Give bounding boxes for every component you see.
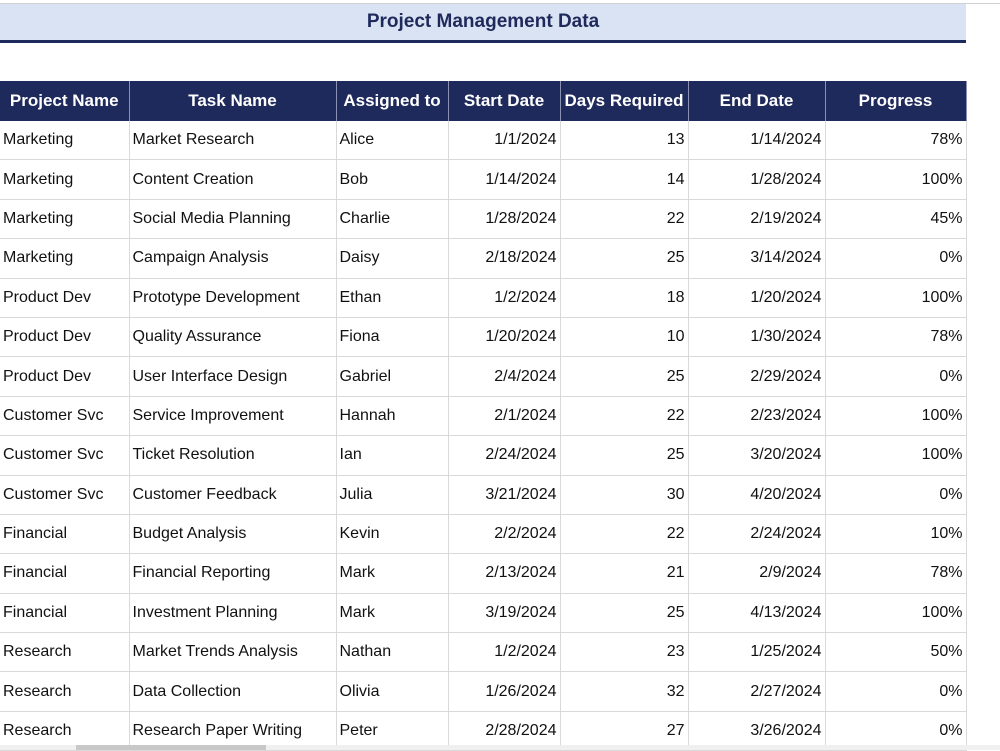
cell-progress[interactable]: 0% xyxy=(825,239,966,278)
cell-task-name[interactable]: Financial Reporting xyxy=(129,554,336,593)
table-row xyxy=(0,672,966,711)
cell-progress[interactable]: 0% xyxy=(825,357,966,396)
sheet-title: Project Management Data xyxy=(366,11,600,32)
cell-assigned-to[interactable]: Alice xyxy=(336,121,448,160)
cell-end-date[interactable]: 1/20/2024 xyxy=(688,278,825,317)
cell-start-date[interactable]: 1/28/2024 xyxy=(448,199,560,238)
col-header-task-name[interactable]: Task Name xyxy=(129,81,336,121)
cell-progress[interactable]: 0% xyxy=(825,711,966,750)
cell-task-name[interactable]: Prototype Development xyxy=(129,278,336,317)
cell-progress[interactable]: 100% xyxy=(825,160,966,199)
cell-task-name[interactable]: Investment Planning xyxy=(129,593,336,632)
cell-assigned-to[interactable]: Olivia xyxy=(336,672,448,711)
cell-progress[interactable]: 45% xyxy=(825,199,966,238)
cell-start-date[interactable]: 2/4/2024 xyxy=(448,357,560,396)
table-row xyxy=(0,317,966,356)
cell-days-required[interactable]: 10 xyxy=(560,317,688,356)
cell-start-date[interactable]: 3/19/2024 xyxy=(448,593,560,632)
cell-progress[interactable]: 50% xyxy=(825,633,966,672)
cell-start-date[interactable]: 1/26/2024 xyxy=(448,672,560,711)
data-table xyxy=(0,81,967,751)
cell-task-name[interactable]: Campaign Analysis xyxy=(129,239,336,278)
cell-assigned-to[interactable]: Ethan xyxy=(336,278,448,317)
cell-progress[interactable]: 10% xyxy=(825,514,966,553)
cell-days-required[interactable]: 27 xyxy=(560,711,688,750)
cell-days-required[interactable]: 18 xyxy=(560,278,688,317)
cell-end-date[interactable]: 2/29/2024 xyxy=(688,357,825,396)
cell-days-required[interactable]: 14 xyxy=(560,160,688,199)
cell-days-required[interactable]: 22 xyxy=(560,396,688,435)
cell-project-name[interactable]: Customer Svc xyxy=(0,475,129,514)
cell-start-date[interactable]: 2/1/2024 xyxy=(448,396,560,435)
cell-task-name[interactable]: Data Collection xyxy=(129,672,336,711)
cell-project-name[interactable]: Product Dev xyxy=(0,317,129,356)
cell-end-date[interactable]: 2/19/2024 xyxy=(688,199,825,238)
cell-end-date[interactable]: 2/27/2024 xyxy=(688,672,825,711)
cell-task-name[interactable]: Customer Feedback xyxy=(129,475,336,514)
cell-assigned-to[interactable]: Bob xyxy=(336,160,448,199)
cell-start-date[interactable]: 1/14/2024 xyxy=(448,160,560,199)
cell-project-name[interactable]: Research xyxy=(0,711,129,750)
table-row xyxy=(0,357,966,396)
cell-project-name[interactable]: Marketing xyxy=(0,239,129,278)
table-row xyxy=(0,396,966,435)
cell-start-date[interactable]: 2/28/2024 xyxy=(448,711,560,750)
title-cell[interactable] xyxy=(0,4,966,43)
cell-start-date[interactable]: 2/18/2024 xyxy=(448,239,560,278)
cell-project-name[interactable]: Customer Svc xyxy=(0,436,129,475)
cell-project-name[interactable]: Customer Svc xyxy=(0,396,129,435)
table-row xyxy=(0,121,966,160)
cell-project-name[interactable]: Research xyxy=(0,633,129,672)
cell-end-date[interactable]: 3/26/2024 xyxy=(688,711,825,750)
cell-task-name[interactable]: Market Research xyxy=(129,121,336,160)
cell-start-date[interactable]: 1/20/2024 xyxy=(448,317,560,356)
cell-end-date[interactable]: 2/23/2024 xyxy=(688,396,825,435)
cell-assigned-to[interactable]: Ian xyxy=(336,436,448,475)
table-row xyxy=(0,436,966,475)
cell-days-required[interactable]: 30 xyxy=(560,475,688,514)
cell-project-name[interactable]: Marketing xyxy=(0,199,129,238)
cell-progress[interactable]: 100% xyxy=(825,396,966,435)
cell-task-name[interactable]: Quality Assurance xyxy=(129,317,336,356)
scrollbar-thumb[interactable] xyxy=(76,745,266,750)
cell-days-required[interactable]: 25 xyxy=(560,239,688,278)
cell-assigned-to[interactable]: Peter xyxy=(336,711,448,750)
cell-task-name[interactable]: Budget Analysis xyxy=(129,514,336,553)
cell-days-required[interactable]: 13 xyxy=(560,121,688,160)
cell-task-name[interactable]: User Interface Design xyxy=(129,357,336,396)
cell-task-name[interactable]: Research Paper Writing xyxy=(129,711,336,750)
cell-progress[interactable]: 78% xyxy=(825,317,966,356)
table-row xyxy=(0,278,966,317)
cell-days-required[interactable]: 25 xyxy=(560,436,688,475)
cell-project-name[interactable]: Marketing xyxy=(0,160,129,199)
cell-days-required[interactable]: 32 xyxy=(560,672,688,711)
cell-progress[interactable]: 78% xyxy=(825,554,966,593)
col-header-days-required[interactable]: Days Required xyxy=(560,81,688,121)
table-row xyxy=(0,160,966,199)
cell-end-date[interactable]: 2/24/2024 xyxy=(688,514,825,553)
col-header-start-date[interactable]: Start Date xyxy=(448,81,560,121)
cell-assigned-to[interactable]: Mark xyxy=(336,554,448,593)
cell-task-name[interactable]: Content Creation xyxy=(129,160,336,199)
table-row xyxy=(0,475,966,514)
cell-assigned-to[interactable]: Kevin xyxy=(336,514,448,553)
cell-days-required[interactable]: 22 xyxy=(560,514,688,553)
cell-start-date[interactable]: 2/24/2024 xyxy=(448,436,560,475)
table-row xyxy=(0,199,966,238)
cell-end-date[interactable]: 1/30/2024 xyxy=(688,317,825,356)
cell-assigned-to[interactable]: Fiona xyxy=(336,317,448,356)
cell-start-date[interactable]: 1/2/2024 xyxy=(448,278,560,317)
cell-start-date[interactable]: 2/13/2024 xyxy=(448,554,560,593)
cell-project-name[interactable]: Financial xyxy=(0,593,129,632)
cell-days-required[interactable]: 23 xyxy=(560,633,688,672)
table-row xyxy=(0,554,966,593)
cell-assigned-to[interactable]: Julia xyxy=(336,475,448,514)
cell-days-required[interactable]: 25 xyxy=(560,593,688,632)
cell-start-date[interactable]: 1/2/2024 xyxy=(448,633,560,672)
cell-task-name[interactable]: Market Trends Analysis xyxy=(129,633,336,672)
col-header-assigned-to[interactable]: Assigned to xyxy=(336,81,448,121)
table-body xyxy=(0,121,966,751)
cell-task-name[interactable]: Ticket Resolution xyxy=(129,436,336,475)
cell-end-date[interactable]: 1/25/2024 xyxy=(688,633,825,672)
cell-task-name[interactable]: Service Improvement xyxy=(129,396,336,435)
cell-start-date[interactable]: 2/2/2024 xyxy=(448,514,560,553)
cell-end-date[interactable]: 4/13/2024 xyxy=(688,593,825,632)
cell-project-name[interactable]: Financial xyxy=(0,514,129,553)
cell-assigned-to[interactable]: Mark xyxy=(336,593,448,632)
cell-assigned-to[interactable]: Gabriel xyxy=(336,357,448,396)
cell-assigned-to[interactable]: Nathan xyxy=(336,633,448,672)
cell-project-name[interactable]: Financial xyxy=(0,554,129,593)
col-header-project-name[interactable]: Project Name xyxy=(0,81,129,121)
cell-project-name[interactable]: Research xyxy=(0,672,129,711)
cell-end-date[interactable]: 3/14/2024 xyxy=(688,239,825,278)
cell-end-date[interactable]: 2/9/2024 xyxy=(688,554,825,593)
cell-days-required[interactable]: 22 xyxy=(560,199,688,238)
cell-progress[interactable]: 78% xyxy=(825,121,966,160)
cell-progress[interactable]: 0% xyxy=(825,672,966,711)
table-row xyxy=(0,514,966,553)
cell-progress[interactable]: 100% xyxy=(825,593,966,632)
cell-project-name[interactable]: Product Dev xyxy=(0,357,129,396)
cell-end-date[interactable]: 1/28/2024 xyxy=(688,160,825,199)
cell-end-date[interactable]: 1/14/2024 xyxy=(688,121,825,160)
cell-days-required[interactable]: 25 xyxy=(560,357,688,396)
cell-progress[interactable]: 100% xyxy=(825,278,966,317)
header-row xyxy=(0,81,966,121)
table-row xyxy=(0,593,966,632)
cell-progress[interactable]: 0% xyxy=(825,475,966,514)
horizontal-scrollbar[interactable] xyxy=(0,745,1000,750)
cell-end-date[interactable]: 3/20/2024 xyxy=(688,436,825,475)
col-header-progress[interactable]: Progress xyxy=(825,81,966,121)
table-row xyxy=(0,239,966,278)
col-header-end-date[interactable]: End Date xyxy=(688,81,825,121)
cell-start-date[interactable]: 3/21/2024 xyxy=(448,475,560,514)
cell-project-name[interactable]: Product Dev xyxy=(0,278,129,317)
cell-days-required[interactable]: 21 xyxy=(560,554,688,593)
cell-assigned-to[interactable]: Charlie xyxy=(336,199,448,238)
table-row xyxy=(0,633,966,672)
cell-task-name[interactable]: Social Media Planning xyxy=(129,199,336,238)
cell-assigned-to[interactable]: Hannah xyxy=(336,396,448,435)
cell-start-date[interactable]: 1/1/2024 xyxy=(448,121,560,160)
cell-progress[interactable]: 100% xyxy=(825,436,966,475)
cell-project-name[interactable]: Marketing xyxy=(0,121,129,160)
empty-row[interactable] xyxy=(0,43,966,82)
cell-assigned-to[interactable]: Daisy xyxy=(336,239,448,278)
cell-end-date[interactable]: 4/20/2024 xyxy=(688,475,825,514)
